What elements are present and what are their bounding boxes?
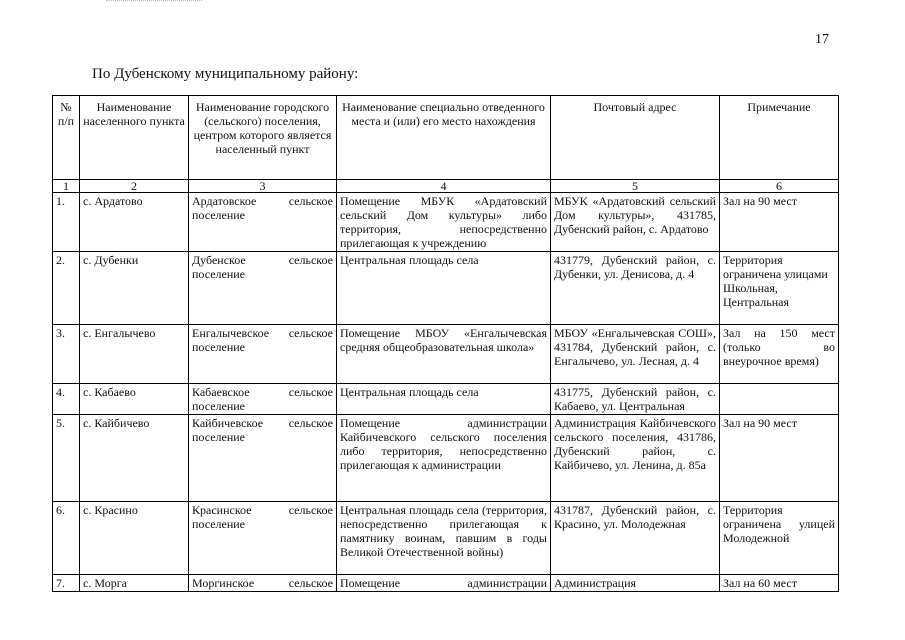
row-number: 1. (53, 193, 80, 252)
note: Зал на 90 мест (720, 415, 839, 502)
header-row (53, 96, 839, 180)
row-number: 6. (53, 502, 80, 575)
place-description: Помещение МБУК «Ардатовский сельский Дом культуры» либо территория, непосредственно прилегающая к учреждению (337, 193, 551, 252)
table-row (53, 415, 839, 502)
table-row (53, 252, 839, 325)
table-row (53, 384, 839, 415)
row-number: 3. (53, 325, 80, 384)
note (720, 384, 839, 415)
postal-address: Администрация (551, 575, 720, 592)
header-address: Почтовый адрес (551, 96, 720, 180)
postal-address: МБОУ «Енгалычевская СОШ», 431784, Дубенский район, с. Енгалычево, ул. Лесная, д. 4 (551, 325, 720, 384)
note: Зал на 60 мест (720, 575, 839, 592)
row-number: 4. (53, 384, 80, 415)
municipality-name: Кабаевское сельское поселение (189, 384, 337, 415)
table-row (53, 193, 839, 252)
table-row (53, 325, 839, 384)
column-number: 4 (337, 180, 551, 193)
place-description: Центральная площадь села (территория, непосредственно прилегающая к памятнику воинам, павшим в годы Великой Отечественной войны) (337, 502, 551, 575)
municipality-name: Ардатовское сельское поселение (189, 193, 337, 252)
municipality-name: Моргинское сельское (189, 575, 337, 592)
section-title: По Дубенскому муниципальному району: (92, 66, 359, 82)
postal-address: 431775, Дубенский район, с. Кабаево, ул. Центральная (551, 384, 720, 415)
header-note: Примечание (720, 96, 839, 180)
row-number: 7. (53, 575, 80, 592)
header-num: № п/п (53, 96, 80, 180)
column-number: 1 (53, 180, 80, 193)
place-description: Центральная площадь села (337, 384, 551, 415)
header-municipality: Наименование городского (сельского) поселения, центром которого является населенный пункт (189, 96, 337, 180)
scan-artifact (106, 0, 202, 3)
column-number: 3 (189, 180, 337, 193)
place-description: Центральная площадь села (337, 252, 551, 325)
table-row (53, 502, 839, 575)
note: Территория ограничена улицами Школьная, Центральная (720, 252, 839, 325)
column-number: 5 (551, 180, 720, 193)
row-number: 2. (53, 252, 80, 325)
municipality-name: Енгалычевское сельское поселение (189, 325, 337, 384)
note: Зал на 150 мест (только во внеурочное время) (720, 325, 839, 384)
settlement-name: с. Ардатово (80, 193, 189, 252)
header-place: Наименование специально отведенного места и (или) его место нахождения (337, 96, 551, 180)
municipality-name: Кайбичевское сельское поселение (189, 415, 337, 502)
row-number: 5. (53, 415, 80, 502)
note: Зал на 90 мест (720, 193, 839, 252)
settlement-name: с. Морга (80, 575, 189, 592)
settlement-name: с. Енгалычево (80, 325, 189, 384)
settlement-name: с. Дубенки (80, 252, 189, 325)
column-number-row (53, 180, 839, 193)
postal-address: Администрация Кайбичевского сельского поселения, 431786, Дубенский район, с. Кайбичево, ул. Ленина, д. 85а (551, 415, 720, 502)
settlement-name: с. Кайбичево (80, 415, 189, 502)
column-number: 6 (720, 180, 839, 193)
polling-places-table (52, 95, 839, 592)
place-description: Помещение администрации Кайбичевского сельского поселения либо территория, непосредственно прилегающая к администрации (337, 415, 551, 502)
header-settlement: Наименование населенного пункта (80, 96, 189, 180)
place-description: Помещение МБОУ «Енгалычевская средняя общеобразовательная школа» (337, 325, 551, 384)
municipality-name: Красинское сельское поселение (189, 502, 337, 575)
municipality-name: Дубенское сельское поселение (189, 252, 337, 325)
settlement-name: с. Красино (80, 502, 189, 575)
table-row (53, 575, 839, 592)
settlement-name: с. Кабаево (80, 384, 189, 415)
postal-address: 431779, Дубенский район, с. Дубенки, ул. Денисова, д. 4 (551, 252, 720, 325)
note: Территория ограничена улицей Молодежной (720, 502, 839, 575)
postal-address: МБУК «Ардатовский сельский Дом культуры», 431785, Дубенский район, с. Ардатово (551, 193, 720, 252)
page-number: 17 (815, 32, 829, 47)
place-description: Помещение администрации (337, 575, 551, 592)
column-number: 2 (80, 180, 189, 193)
postal-address: 431787, Дубенский район, с. Красино, ул. Молодежная (551, 502, 720, 575)
